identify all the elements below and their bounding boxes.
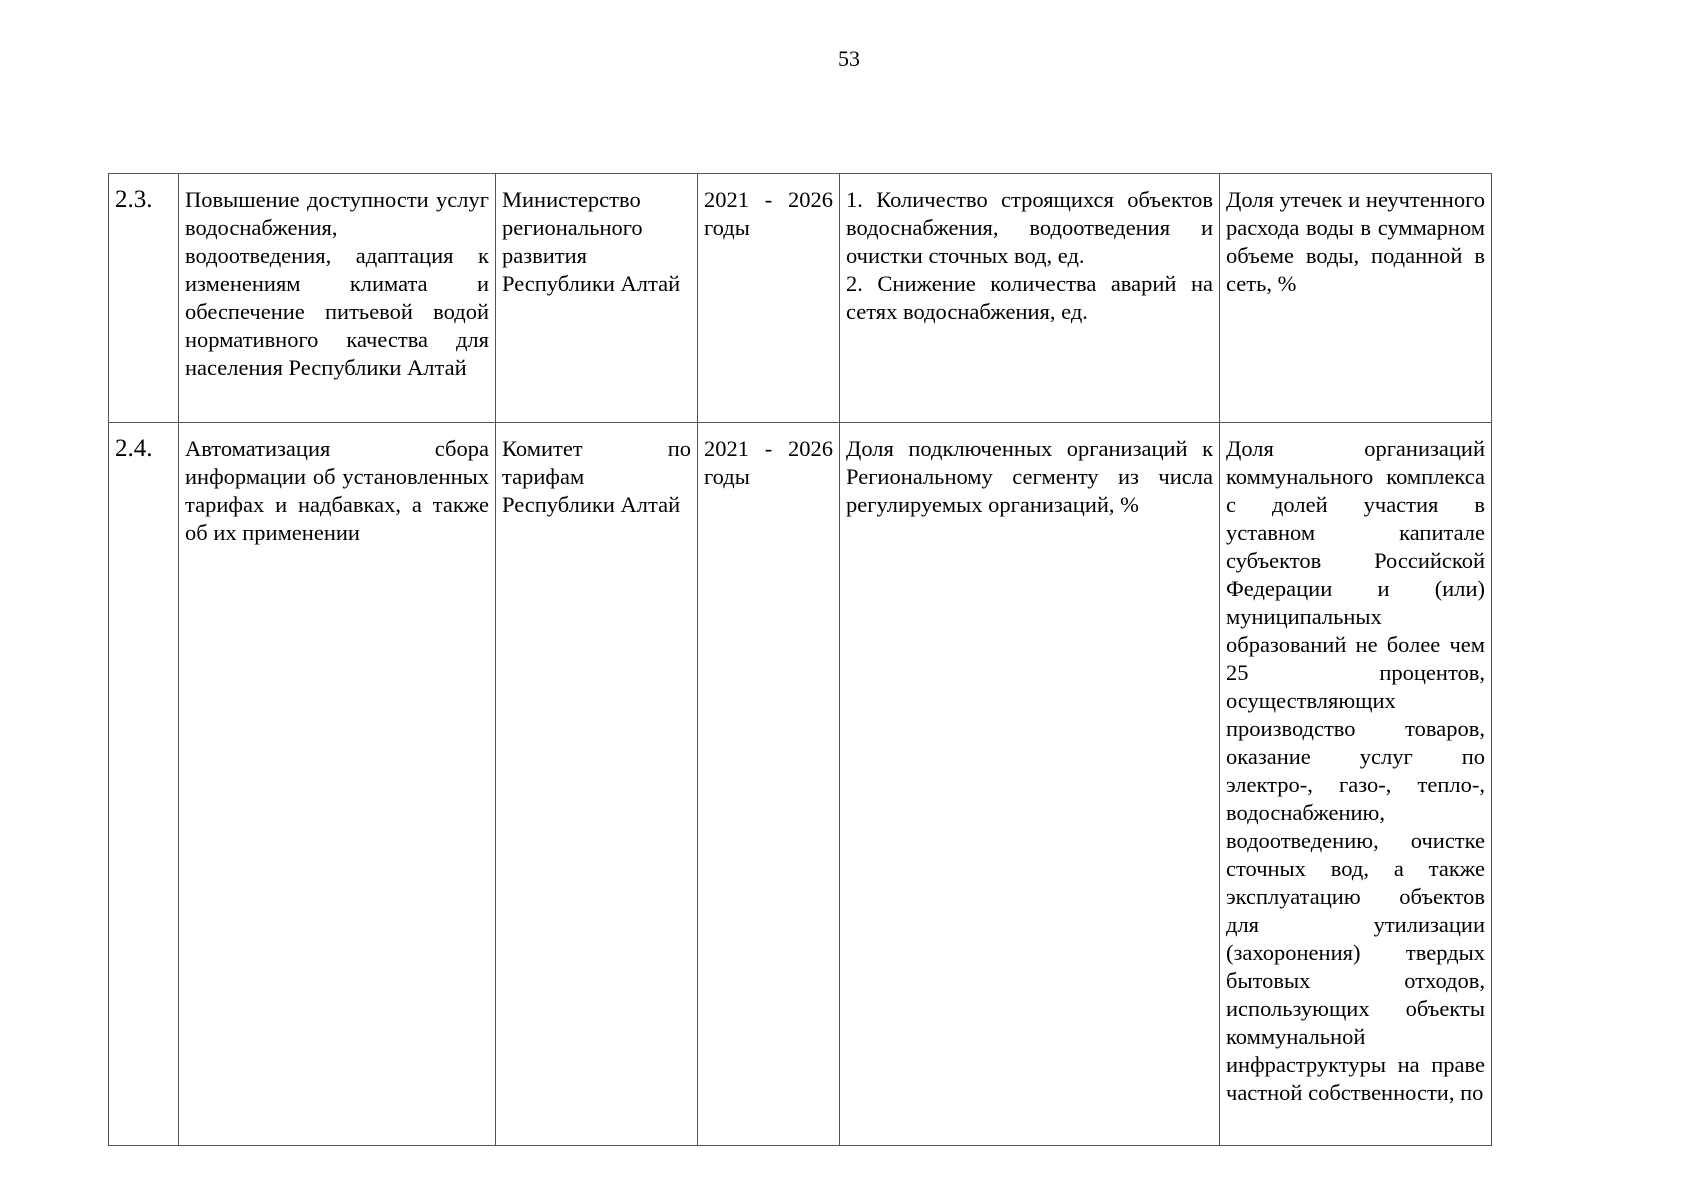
target-indicator: Доля утечек и неучтенного расхода воды в суммарном объеме воды, поданной в сеть, % <box>1220 174 1492 423</box>
implementation-years: 2021 - 2026 годы <box>698 423 840 1146</box>
row-number: 2.3. <box>109 174 179 423</box>
page-number: 53 <box>838 46 860 71</box>
measure-name: Повышение доступности услуг водоснабжения, водоотведения, адаптация к изменениям климата и обеспечение питьевой водой нормативного качества для населения Республики Алтай <box>179 174 496 423</box>
indicator-item: 1. Количество строящихся объектов водоснабжения, водоотведения и очистки сточных вод, ед. <box>846 187 1213 268</box>
indicators-cell: Доля подключенных организаций к Региональному сегменту из числа регулируемых организаций, % <box>840 423 1220 1146</box>
indicator-item: 2. Снижение количества аварий на сетях водоснабжения, ед. <box>846 271 1213 324</box>
responsible-body: Министерство регионального развития Республики Алтай <box>496 174 698 423</box>
indicators-cell <box>840 174 1220 423</box>
measures-table <box>108 173 1492 1146</box>
responsible-body: Комитет по тарифам Республики Алтай <box>496 423 698 1146</box>
implementation-years: 2021 - 2026 годы <box>698 174 840 423</box>
table-row <box>109 423 1492 1146</box>
row-number: 2.4. <box>109 423 179 1146</box>
measure-name: Автоматизация сбора информации об установленных тарифах и надбавках, а также об их применении <box>179 423 496 1146</box>
target-indicator: Доля организаций коммунального комплекса с долей участия в уставном капитале субъектов Российской Федерации и (или) муниципальных образований не более чем 25 процентов, осуществляющих производство товаров, оказание услуг по электро-, газо-, тепло-, водоснабжению, водоотведению, очистке сточных вод, а также эксплуатацию объектов для утилизации (захоронения) твердых бытовых отходов, использующих объекты коммунальной инфраструктуры на праве частной собственности, по <box>1220 423 1492 1146</box>
table-row <box>109 174 1492 423</box>
